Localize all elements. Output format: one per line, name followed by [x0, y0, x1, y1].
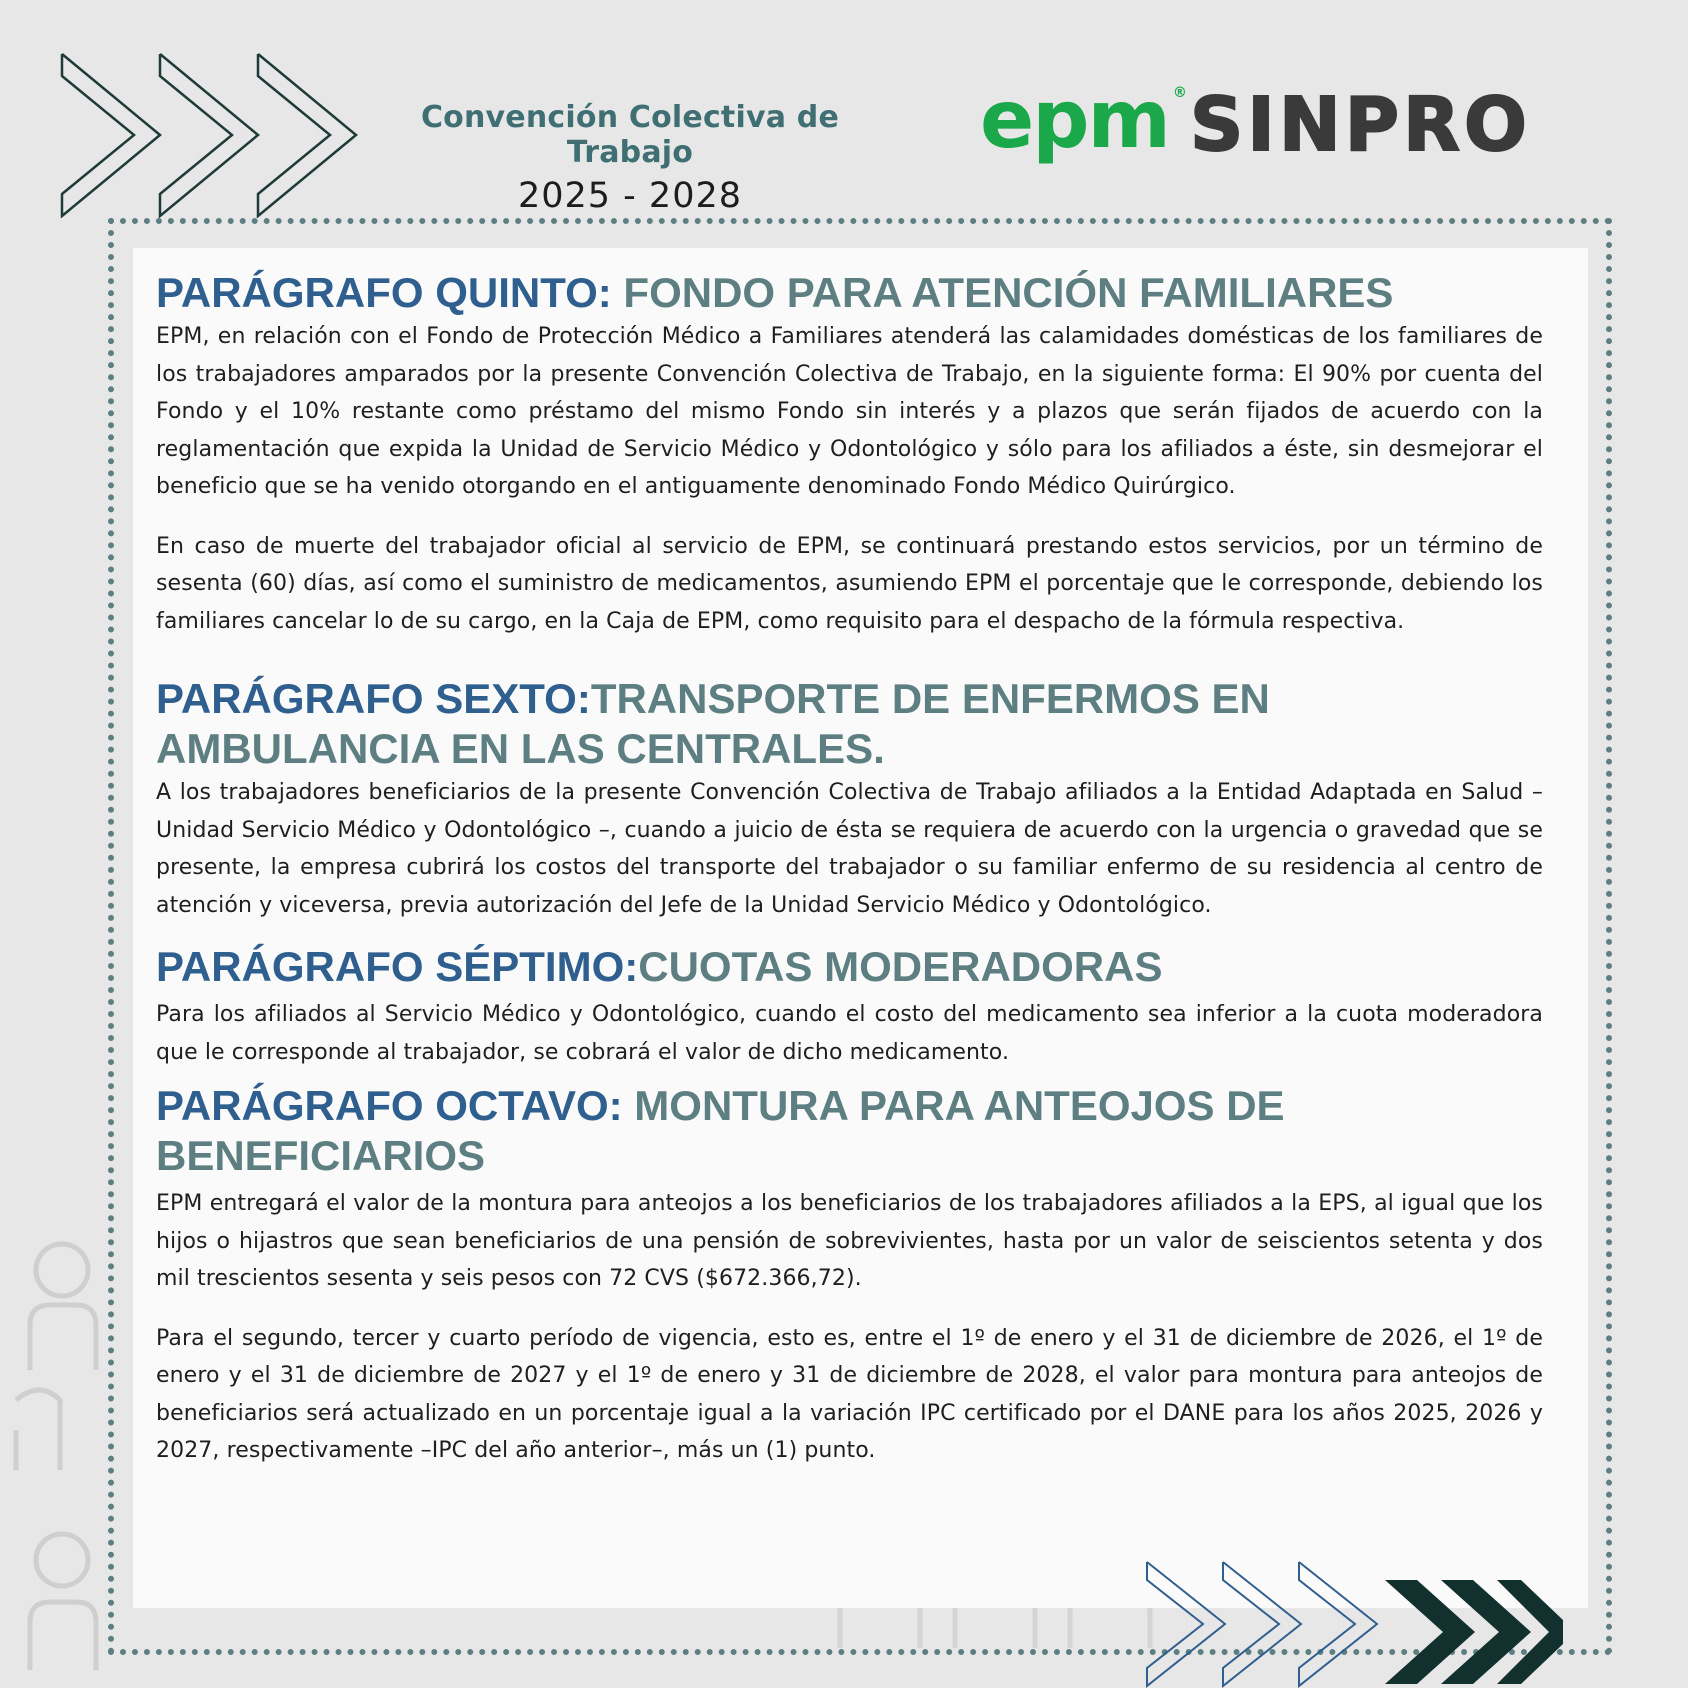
document-title: Convención Colectiva de Trabajo — [420, 100, 840, 170]
document-body — [156, 268, 1543, 1470]
section-topic: CUOTAS MODERADORAS — [638, 943, 1163, 990]
section-heading-quinto — [156, 268, 1543, 318]
section-paragraph: En caso de muerte del trabajador oficial al servicio de EPM, se continuará prestando estos servicios, por un término de sesenta (60) días, así como el suministro de medicamentos, asumiendo EPM el porcentaje que le corresponde, debiendo los familiares cancelar lo de su cargo, en la Caja de EPM, como requisito para el despacho de la fórmula respectiva. — [156, 533, 1543, 634]
epm-logo-text: epm — [980, 73, 1169, 166]
section-lead: PARÁGRAFO SEXTO: — [156, 675, 591, 722]
header-title-block — [370, 100, 890, 216]
footer-chevrons-icon — [1145, 1560, 1565, 1688]
section-paragraph: A los trabajadores beneficiarios de la presente Convención Colectiva de Trabajo afiliados a la Entidad Adaptada en Salud – Unidad Servicio Médico y Odontológico –, cuando a juicio de ésta se requiera de acuerdo con la urgencia o gravedad que se presente, la empresa cubrirá los costos del transporte del trabajador o su familiar enfermo de su residencia al centro de atención y viceversa, previa autorización del Jefe de la Unidad Servicio Médico y Odontológico. — [156, 780, 1543, 918]
section-lead: PARÁGRAFO SÉPTIMO: — [156, 943, 639, 990]
section-lead: PARÁGRAFO OCTAVO: — [156, 1082, 623, 1129]
section-lead: PARÁGRAFO QUINTO: — [156, 269, 612, 316]
section-heading-septimo — [156, 942, 1543, 992]
section-heading-octavo — [156, 1081, 1543, 1181]
section-topic: FONDO PARA ATENCIÓN FAMILIARES — [611, 269, 1394, 316]
document-years: 2025 - 2028 — [517, 176, 743, 216]
registered-icon: ® — [1172, 85, 1185, 101]
section-heading-sexto — [156, 674, 1543, 774]
section-topic: TRANSPORTE DE ENFERMOS EN AMBULANCIA EN LAS CENTRALES. — [156, 675, 1270, 772]
section-paragraph: Para el segundo, tercer y cuarto período de vigencia, esto es, entre el 1º de enero y el 31 de diciembre de 2026, el 1º de enero y el 31 de diciembre de 2027 y el 1º de enero y 31 de diciembre de 2028, el valor para montura para anteojos de beneficiarios será actualizado en un porcentaje igual a la variación IPC certificado por el DANE para los años 2025, 2026 y 2027, respectivamente –IPC del año anterior–, más un (1) punto. — [156, 1325, 1543, 1463]
sinpro-logo: SINPRO — [1190, 82, 1531, 168]
epm-logo — [980, 73, 1185, 166]
section-topic: MONTURA PARA ANTEOJOS DE BENEFICIARIOS — [156, 1082, 1285, 1179]
section-paragraph: Para los afiliados al Servicio Médico y Odontológico, cuando el costo del medicamento sea inferior a la cuota moderadora que le corresponde al trabajador, se cobrará el valor de dicho medicamento. — [156, 1002, 1543, 1065]
section-paragraph: EPM entregará el valor de la montura para anteojos a los beneficiarios de los trabajadores afiliados a la EPS, al igual que los hijos o hijastros que sean beneficiarios de una pensión de sobrevivientes, hasta por un valor de seiscientos setenta y dos mil trescientos sesenta y seis pesos con 72 CVS ($672.366,72). — [156, 1191, 1543, 1291]
section-paragraph: EPM, en relación con el Fondo de Protección Médico a Familiares atenderá las calamidades domésticas de los familiares de los trabajadores amparados por la presente Convención Colectiva de Trabajo, en la siguiente forma: El 90% por cuenta del Fondo y el 10% restante como préstamo del mismo Fondo sin interés y a plazos que serán fijados de acuerdo con la reglamentación que expida la Unidad de Servicio Médico y Odontológico y sólo para los afiliados a éste, sin desmejorar el beneficio que se ha venido otorgando en el antiguamente denominado Fondo Médico Quirúrgico. — [156, 324, 1543, 499]
header-chevrons-icon — [60, 52, 370, 218]
